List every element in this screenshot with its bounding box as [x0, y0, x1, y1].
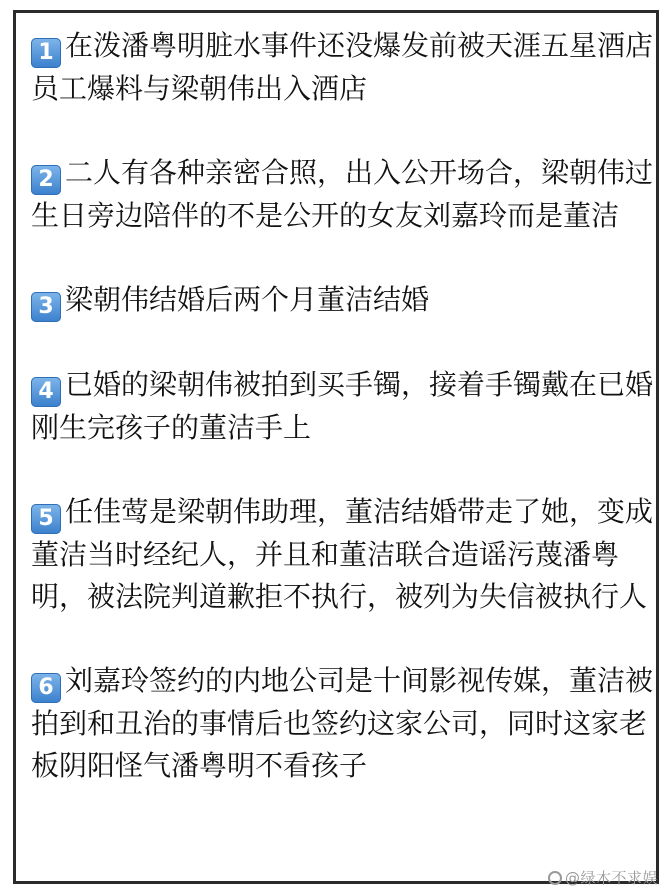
list-item-2: [31, 152, 656, 237]
item-text: 任佳莺是梁朝伟助理，董洁结婚带走了她，变成董洁当时经纪人，并且和董洁联合造谣污蔑潘粤明，被法院判道歉拒不执行，被列为失信被执行人: [31, 495, 654, 613]
item-text: 刘嘉玲签约的内地公司是十间影视传媒，董洁被拍到和丑治的事情后也签约这家公司，同时这家老板阴阳怪气潘粤明不看孩子: [31, 664, 654, 782]
number-badge-icon: 2: [31, 165, 61, 195]
list-item-1: [31, 25, 656, 110]
document-frame: [13, 10, 659, 884]
platform-logo-icon: [548, 871, 562, 885]
number-badge-icon: 3: [31, 292, 61, 322]
item-text: 二人有各种亲密合照，出入公开场合，梁朝伟过生日旁边陪伴的不是公开的女友刘嘉玲而是董洁: [31, 156, 654, 232]
number-badge-icon: 4: [31, 377, 61, 407]
number-badge-icon: 5: [31, 504, 61, 534]
list-item-5: [31, 491, 656, 618]
item-text: 已婚的梁朝伟被拍到买手镯，接着手镯戴在已婚刚生完孩子的董洁手上: [31, 368, 654, 444]
list-item-6: [31, 660, 656, 787]
list-item-4: [31, 364, 656, 449]
number-badge-icon: 1: [31, 38, 61, 68]
list-item-3: [31, 279, 656, 322]
item-text: 在泼潘粤明脏水事件还没爆发前被天涯五星酒店员工爆料与梁朝伟出入酒店: [31, 29, 654, 105]
watermark: [548, 867, 658, 888]
item-list: [31, 25, 656, 787]
number-badge-icon: 6: [31, 673, 61, 703]
item-text: 梁朝伟结婚后两个月董洁结婚: [65, 283, 430, 316]
watermark-text: @绿木不求娱: [564, 869, 658, 887]
